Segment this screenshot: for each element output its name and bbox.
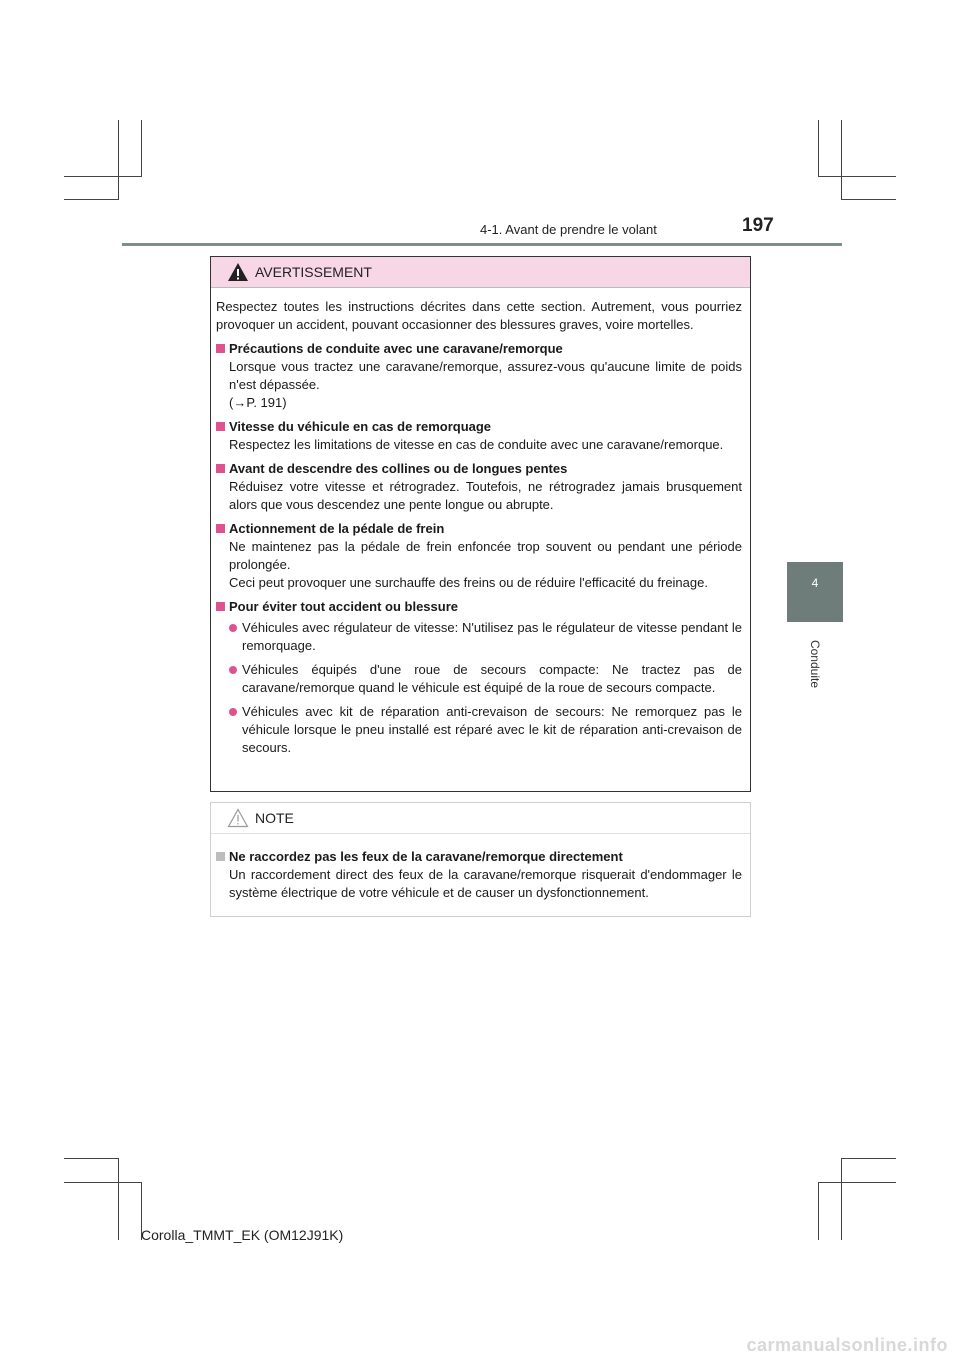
crop-mark bbox=[818, 176, 896, 177]
section-heading: Ne raccordez pas les feux de la caravane/remorque directement bbox=[229, 849, 623, 864]
crop-mark bbox=[818, 1182, 896, 1183]
section-marker-icon bbox=[216, 524, 225, 533]
section-marker-icon bbox=[216, 852, 225, 861]
chapter-label: Conduite bbox=[808, 639, 822, 689]
note-body bbox=[211, 834, 750, 902]
warning-section bbox=[216, 460, 742, 514]
chapter-tab[interactable] bbox=[787, 562, 843, 622]
section-marker-icon bbox=[216, 422, 225, 431]
page-number: 197 bbox=[742, 215, 774, 236]
list-item: Véhicules avec régulateur de vitesse: N'utilisez pas le régulateur de vitesse pendant le remorquage. bbox=[216, 619, 742, 655]
warning-header bbox=[211, 257, 750, 288]
note-title: NOTE bbox=[255, 810, 294, 826]
watermark: carmanualsonline.info bbox=[746, 1335, 948, 1355]
section-marker-icon bbox=[216, 464, 225, 473]
bullet-dot-icon bbox=[229, 624, 237, 632]
warning-intro: Respectez toutes les instructions décrites dans cette section. Autrement, vous pourriez provoquer un accident, pouvant occasionner des blessures graves, voire mortelles. bbox=[216, 299, 742, 332]
crop-mark bbox=[64, 176, 142, 177]
warning-body bbox=[211, 288, 750, 757]
section-text: Respectez les limitations de vitesse en cas de conduite avec une caravane/remorque. bbox=[229, 437, 724, 452]
section-heading: Pour éviter tout accident ou blessure bbox=[229, 599, 458, 614]
document-id: Corolla_TMMT_EK (OM12J91K) bbox=[141, 1227, 344, 1243]
warning-triangle-icon bbox=[227, 262, 249, 282]
warning-section bbox=[216, 340, 742, 412]
bullet-dot-icon bbox=[229, 666, 237, 674]
page-reference-link[interactable]: (→P. 191) bbox=[229, 395, 287, 410]
warning-section bbox=[216, 418, 742, 454]
crop-mark bbox=[841, 1158, 896, 1159]
list-item: Véhicules avec kit de réparation anti-crevaison de secours: Ne remorquez pas le véhicule lorsque le pneu installé est réparé avec le kit de réparation anti-crevaison de secours. bbox=[216, 703, 742, 757]
section-title: 4-1. Avant de prendre le volant bbox=[480, 222, 657, 237]
section-heading: Vitesse du véhicule en cas de remorquage bbox=[229, 419, 492, 434]
warning-box bbox=[210, 256, 751, 792]
section-heading: Avant de descendre des collines ou de longues pentes bbox=[229, 461, 568, 476]
header-rule bbox=[122, 243, 842, 246]
note-section bbox=[216, 848, 742, 902]
section-marker-icon bbox=[216, 344, 225, 353]
crop-mark bbox=[118, 1158, 119, 1240]
chapter-number: 4 bbox=[811, 576, 819, 590]
section-heading: Actionnement de la pédale de frein bbox=[229, 521, 445, 536]
warning-section bbox=[216, 598, 742, 757]
note-header bbox=[211, 803, 750, 834]
section-text: Réduisez votre vitesse et rétrogradez. Toutefois, ne rétrogradez jamais brusquement alors que vous descendez une pente longue ou abrupte. bbox=[229, 479, 742, 512]
crop-mark bbox=[841, 120, 842, 200]
crop-mark bbox=[118, 120, 119, 200]
crop-mark bbox=[841, 1158, 842, 1240]
caution-triangle-icon bbox=[227, 808, 249, 828]
crop-mark bbox=[64, 1182, 142, 1183]
crop-mark bbox=[141, 120, 142, 176]
bullet-dot-icon bbox=[229, 708, 237, 716]
crop-mark bbox=[841, 199, 896, 200]
section-text: Ceci peut provoquer une surchauffe des freins ou de réduire l'efficacité du freinage. bbox=[229, 575, 708, 590]
note-box bbox=[210, 802, 751, 917]
list-item: Véhicules équipés d'une roue de secours compacte: Ne tractez pas de caravane/remorque quand le véhicule est équipé de la roue de secours compacte. bbox=[216, 661, 742, 697]
crop-mark bbox=[64, 199, 119, 200]
crop-mark bbox=[818, 120, 819, 176]
section-text: Lorsque vous tractez une caravane/remorque, assurez-vous qu'aucune limite de poids n'est dépassée. bbox=[229, 359, 742, 392]
section-marker-icon bbox=[216, 602, 225, 611]
warning-title: AVERTISSEMENT bbox=[255, 264, 372, 280]
section-heading: Précautions de conduite avec une caravane/remorque bbox=[229, 341, 563, 356]
section-text: Un raccordement direct des feux de la caravane/remorque risquerait d'endommager le système électrique de votre véhicule et de causer un dysfonctionnement. bbox=[229, 867, 742, 900]
crop-mark bbox=[64, 1158, 119, 1159]
crop-mark bbox=[818, 1182, 819, 1240]
section-text: Ne maintenez pas la pédale de frein enfoncée trop souvent ou pendant une période prolongée. bbox=[229, 539, 742, 572]
warning-section bbox=[216, 520, 742, 592]
